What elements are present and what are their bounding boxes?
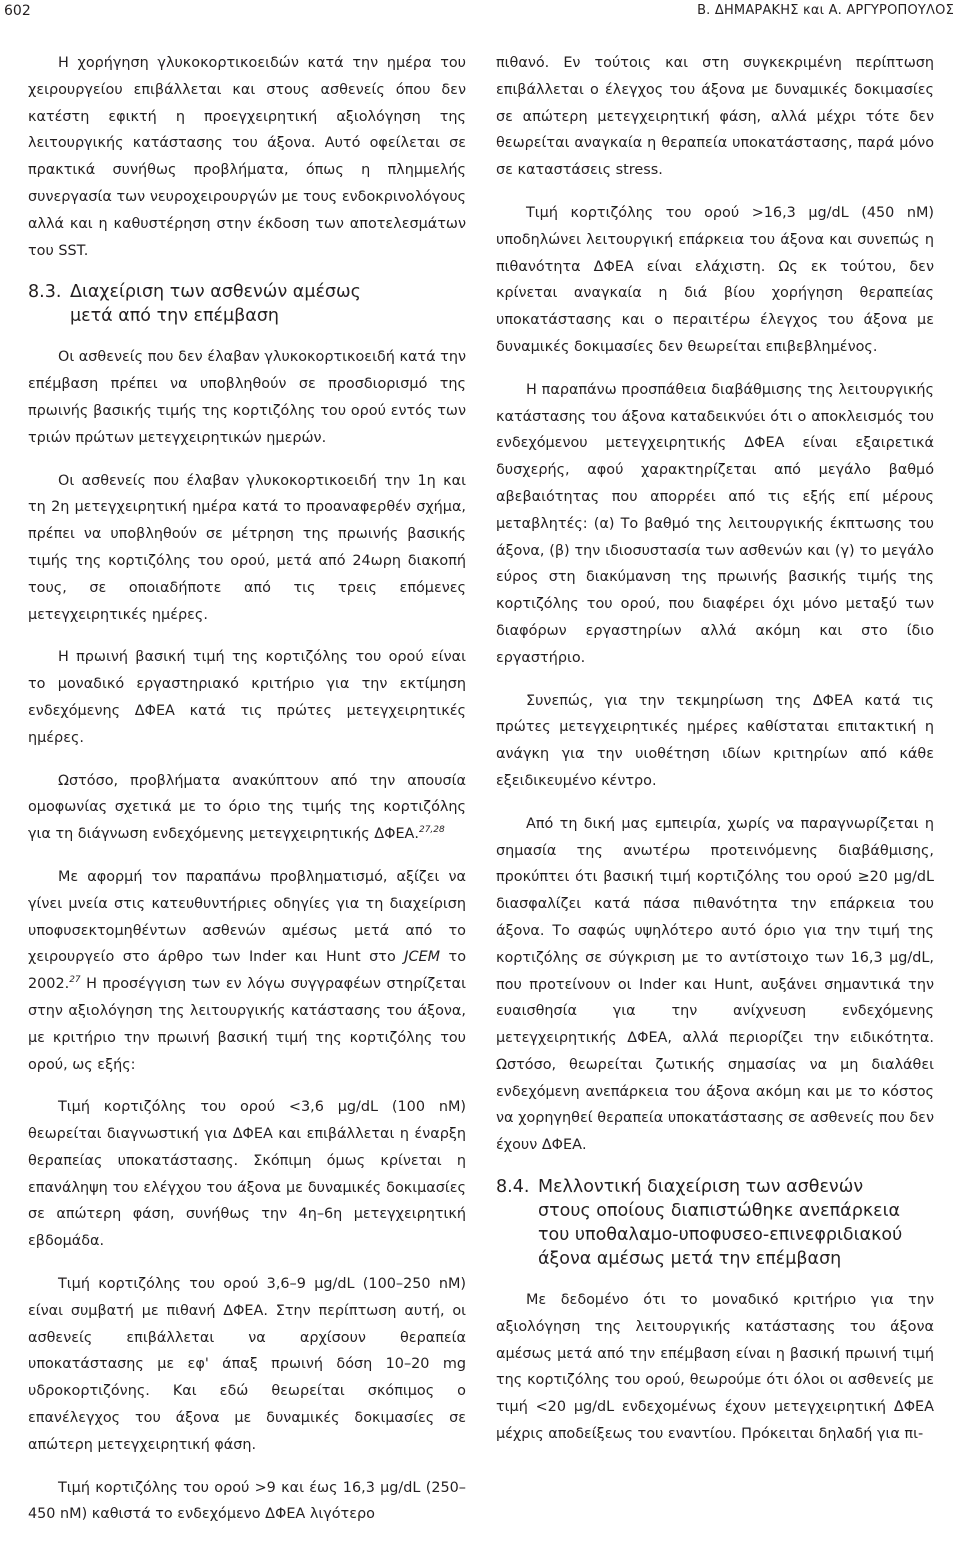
section-title-line: Διαχείριση των ασθενών αμέσως [70,282,361,303]
page-number: 602 [4,3,31,19]
section-title-line: άξονα αμέσως μετά την επέμβαση [538,1249,842,1270]
paragraph: Τιμή κορτιζόλης του ορού >9 και έως 16,3 μg/dL (250–450 nM) καθιστά το ενδεχόμενο ΔΦΕΑ λιγότερο [28,1479,466,1523]
paragraph: Οι ασθενείς που έλαβαν γλυκοκορτικοειδή την 1η και τη 2η μετεγχειρητική ημέρα κατά το προαναφερθέν σχήμα, πρέπει να υποβληθούν σε μέτρηση της πρωινής βασικής τιμής της κορτιζόλης του ορού, μετά από 24ωρη διακοπή τους, σε οποιαδήποτε από τις τρεις επόμενες μετεγχειρητικές ημέρες. [28,472,466,623]
paragraph-text: το 2002. [28,949,467,993]
citation: 27 [69,975,81,986]
section-number: 8.3. [28,282,62,303]
section-title-line: του υποθαλαμο-υποφυσεο-επινεφριδιακού [538,1225,903,1246]
paragraph: Η παραπάνω προσπάθεια διαβάθμισης της λειτουργικής κατάστασης του άξονα καταδεικνύει ότι ο αποκλεισμός του ενδεχόμενου μετεγχειρητικής ΔΦΕΑ είναι εξαιρετικά δυσχερής, αφού χαρακτηρίζεται από μεγάλο βαθμό αβεβαιότητας που απορρέει από τις εξής επί μέρους μεταβλητές: (α) Το βαθμό της λειτουργικής έκπτωσης του άξονα, (β) την ιδιοσυστασία των ασθενών και (γ) το μεγάλο εύρος στη διακύμανση της πρωινής βασικής τιμής της κορτιζόλης του ορού, που διαφέρει όχι μόνο μεταξύ των διαφόρων εργαστηρίων αλλά ακόμη και στο ίδιο εργαστήριο. [496,381,934,666]
paragraph-text: Η προσέγγιση των εν λόγω συγγραφέων στηρίζεται στην αξιολόγηση της λειτουργικής κατάστασης του άξονα, με κριτήριο την πρωινή βασική τιμή της κορτιζόλης του ορού, ως εξής: [28,976,466,1073]
journal-name: JCEM [404,949,441,966]
paragraph [28,864,466,1078]
running-head: Β. ΔΗΜΑΡΑΚΗΣ και Α. ΑΡΓΥΡΟΠΟΥΛΟΣ [697,3,954,18]
paragraph: Τιμή κορτιζόλης του ορού >16,3 μg/dL (450 nM) υποδηλώνει λειτουργική επάρκεια του άξονα και συνεπώς η πιθανότητα ΔΦΕΑ είναι ελάχιστη. Ως εκ τούτου, δεν κρίνεται αναγκαία η διά βίου χορήγηση θεραπείας υποκατάστασης και ο περαιτέρω έλεγχος του άξονα με δυναμικές δοκιμασίες δεν θεωρείται επιβεβλημένος. [496,204,934,355]
left-column [28,50,466,1544]
paragraph: Συνεπώς, για την τεκμηρίωση της ΔΦΕΑ κατά τις πρώτες μετεγχειρητικές ημέρες καθίσταται επιτακτική η ανάγκη για την υιοθέτηση ιδίων κριτηρίων από κάθε εξειδικευμένο κέντρο. [496,692,934,789]
paragraph: Η χορήγηση γλυκοκορτικοειδών κατά την ημέρα του χειρουργείου επιβάλλεται και στους ασθενείς όπου δεν κατέστη εφικτή η προεγχειρητική αξιολόγηση της λειτουργικής κατάστασης του άξονα. Αυτό οφείλεται σε πρακτικά συνήθως προβλήματα, όπως η πλημμελής συνεργασία των νευροχειρουργών με τους ενδοκρινολόγους αλλά και η καθυστέρηση στην έκδοση των αποτελεσμάτων του SST. [28,55,466,259]
section-heading-8-3 [28,280,466,328]
right-column [496,50,934,1464]
section-title-line: στους οποίους διαπιστώθηκε ανεπάρκεια [538,1201,901,1222]
paragraph: Τιμή κορτιζόλης του ορού <3,6 μg/dL (100 nM) θεωρείται διαγνωστική για ΔΦΕΑ και επιβάλλεται η έναρξη θεραπείας υποκατάστασης. Σκόπιμη όμως κρίνεται η επανάληψη του ελέγχου του άξονα με δυναμικές δοκιμασίες σε απώτερη φάση, συνήθως την 4η–6η μετεγχειρητική εβδομάδα. [28,1099,466,1250]
paragraph [28,768,466,848]
section-title-line: Μελλοντική διαχείριση των ασθενών [538,1177,864,1198]
section-title-line: μετά από την επέμβαση [70,306,280,327]
paragraph: πιθανό. Εν τούτοις και στη συγκεκριμένη περίπτωση επιβάλλεται ο έλεγχος του άξονα με δυναμικές δοκιμασίες σε απώτερη μετεγχειρητική φάση, αλλά μέχρι τότε δεν θεωρείται αναγκαία η θεραπεία υποκατάστασης, παρά μόνο σε καταστάσεις stress. [496,55,934,179]
paragraph: Οι ασθενείς που δεν έλαβαν γλυκοκορτικοειδή κατά την επέμβαση πρέπει να υποβληθούν σε προσδιορισμό της πρωινής βασικής τιμής της κορτιζόλης του ορού εντός των τριών πρώτων μετεγχειρητικών ημερών. [28,349,466,446]
paragraph: Τιμή κορτιζόλης του ορού 3,6–9 μg/dL (100–250 nM) είναι συμβατή με πιθανή ΔΦΕΑ. Στην περίπτωση αυτή, οι ασθενείς επιβάλλεται να αρχίσουν θεραπεία υποκατάστασης με εφ' άπαξ πρωινή δόση 10–20 mg υδροκορτιζόνης. Και εδώ θεωρείται σκόπιμος ο επανέλεγχος του άξονα με δυναμικές δοκιμασίες σε απώτερη μετεγχειρητική φάση. [28,1276,466,1453]
citation: 27,28 [418,825,445,836]
page-header [0,0,960,22]
paragraph: Η πρωινή βασική τιμή της κορτιζόλης του ορού είναι το μοναδικό εργαστηριακό κριτήριο για την εκτίμηση ενδεχόμενης ΔΦΕΑ κατά τις πρώτες μετεγχειρητικές ημέρες. [28,649,466,746]
section-number: 8.4. [496,1177,530,1198]
section-heading-8-4 [496,1175,934,1271]
paragraph: Με δεδομένο ότι το μοναδικό κριτήριο για την αξιολόγηση της λειτουργικής κατάστασης του άξονα αμέσως μετά από την επέμβαση είναι η βασική πρωινή τιμή της κορτιζόλης του ορού, θεωρούμε ότι όλοι οι ασθενείς με τιμή <20 μg/dL ενδεχομένως έχουν μετεγχειρητική ΔΦΕΑ μέχρις αποδείξεως του εναντίου. Πρόκειται δηλαδή για πι- [496,1292,934,1443]
paragraph-text: Ωστόσο, προβλήματα ανακύπτουν από την απουσία ομοφωνίας σχετικά με το όριο της τιμής της κορτιζόλης για τη διάγνωση ενδεχόμενης μετεγχειρητικής ΔΦΕΑ. [28,772,466,843]
paragraph: Από τη δική μας εμπειρία, χωρίς να παραγνωρίζεται η σημασία της ανωτέρω προτεινόμενης διαβάθμισης, προκύπτει ότι βασική τιμή κορτιζόλης του ορού ≥20 μg/dL διασφαλίζει κατά πάσα πιθανότητα την επάρκεια του άξονα. Το σαφώς υψηλότερο αυτό όριο για την τιμή της κορτιζόλης σε σύγκριση με το αντίστοιχο των 16,3 μg/dL, που προτείνουν οι Inder και Hunt, αυξάνει σημαντικά την ευαισθησία για την ανίχνευση ενδεχόμενης μετεγχειρητικής ΔΦΕΑ, αλλά περιορίζει την ειδικότητα. Ωστόσο, θεωρείται ζωτικής σημασίας να μη διαλάθει ενδεχόμενη ανεπάρκεια του άξονα ακόμη και με το κόστος να χορηγηθεί θεραπεία υποκατάστασης σε ασθενείς που δεν έχουν ΔΦΕΑ. [496,815,934,1154]
paragraph-text: Με αφορμή τον παραπάνω προβληματισμό, αξίζει να γίνει μνεία στις κατευθυντήριες οδηγίες για τη διαχείριση υποφυσεκτομηθέντων ασθενών αμέσως μετά από το χειρουργείο στο άρθρο των Inder και Hunt στο [28,868,466,966]
